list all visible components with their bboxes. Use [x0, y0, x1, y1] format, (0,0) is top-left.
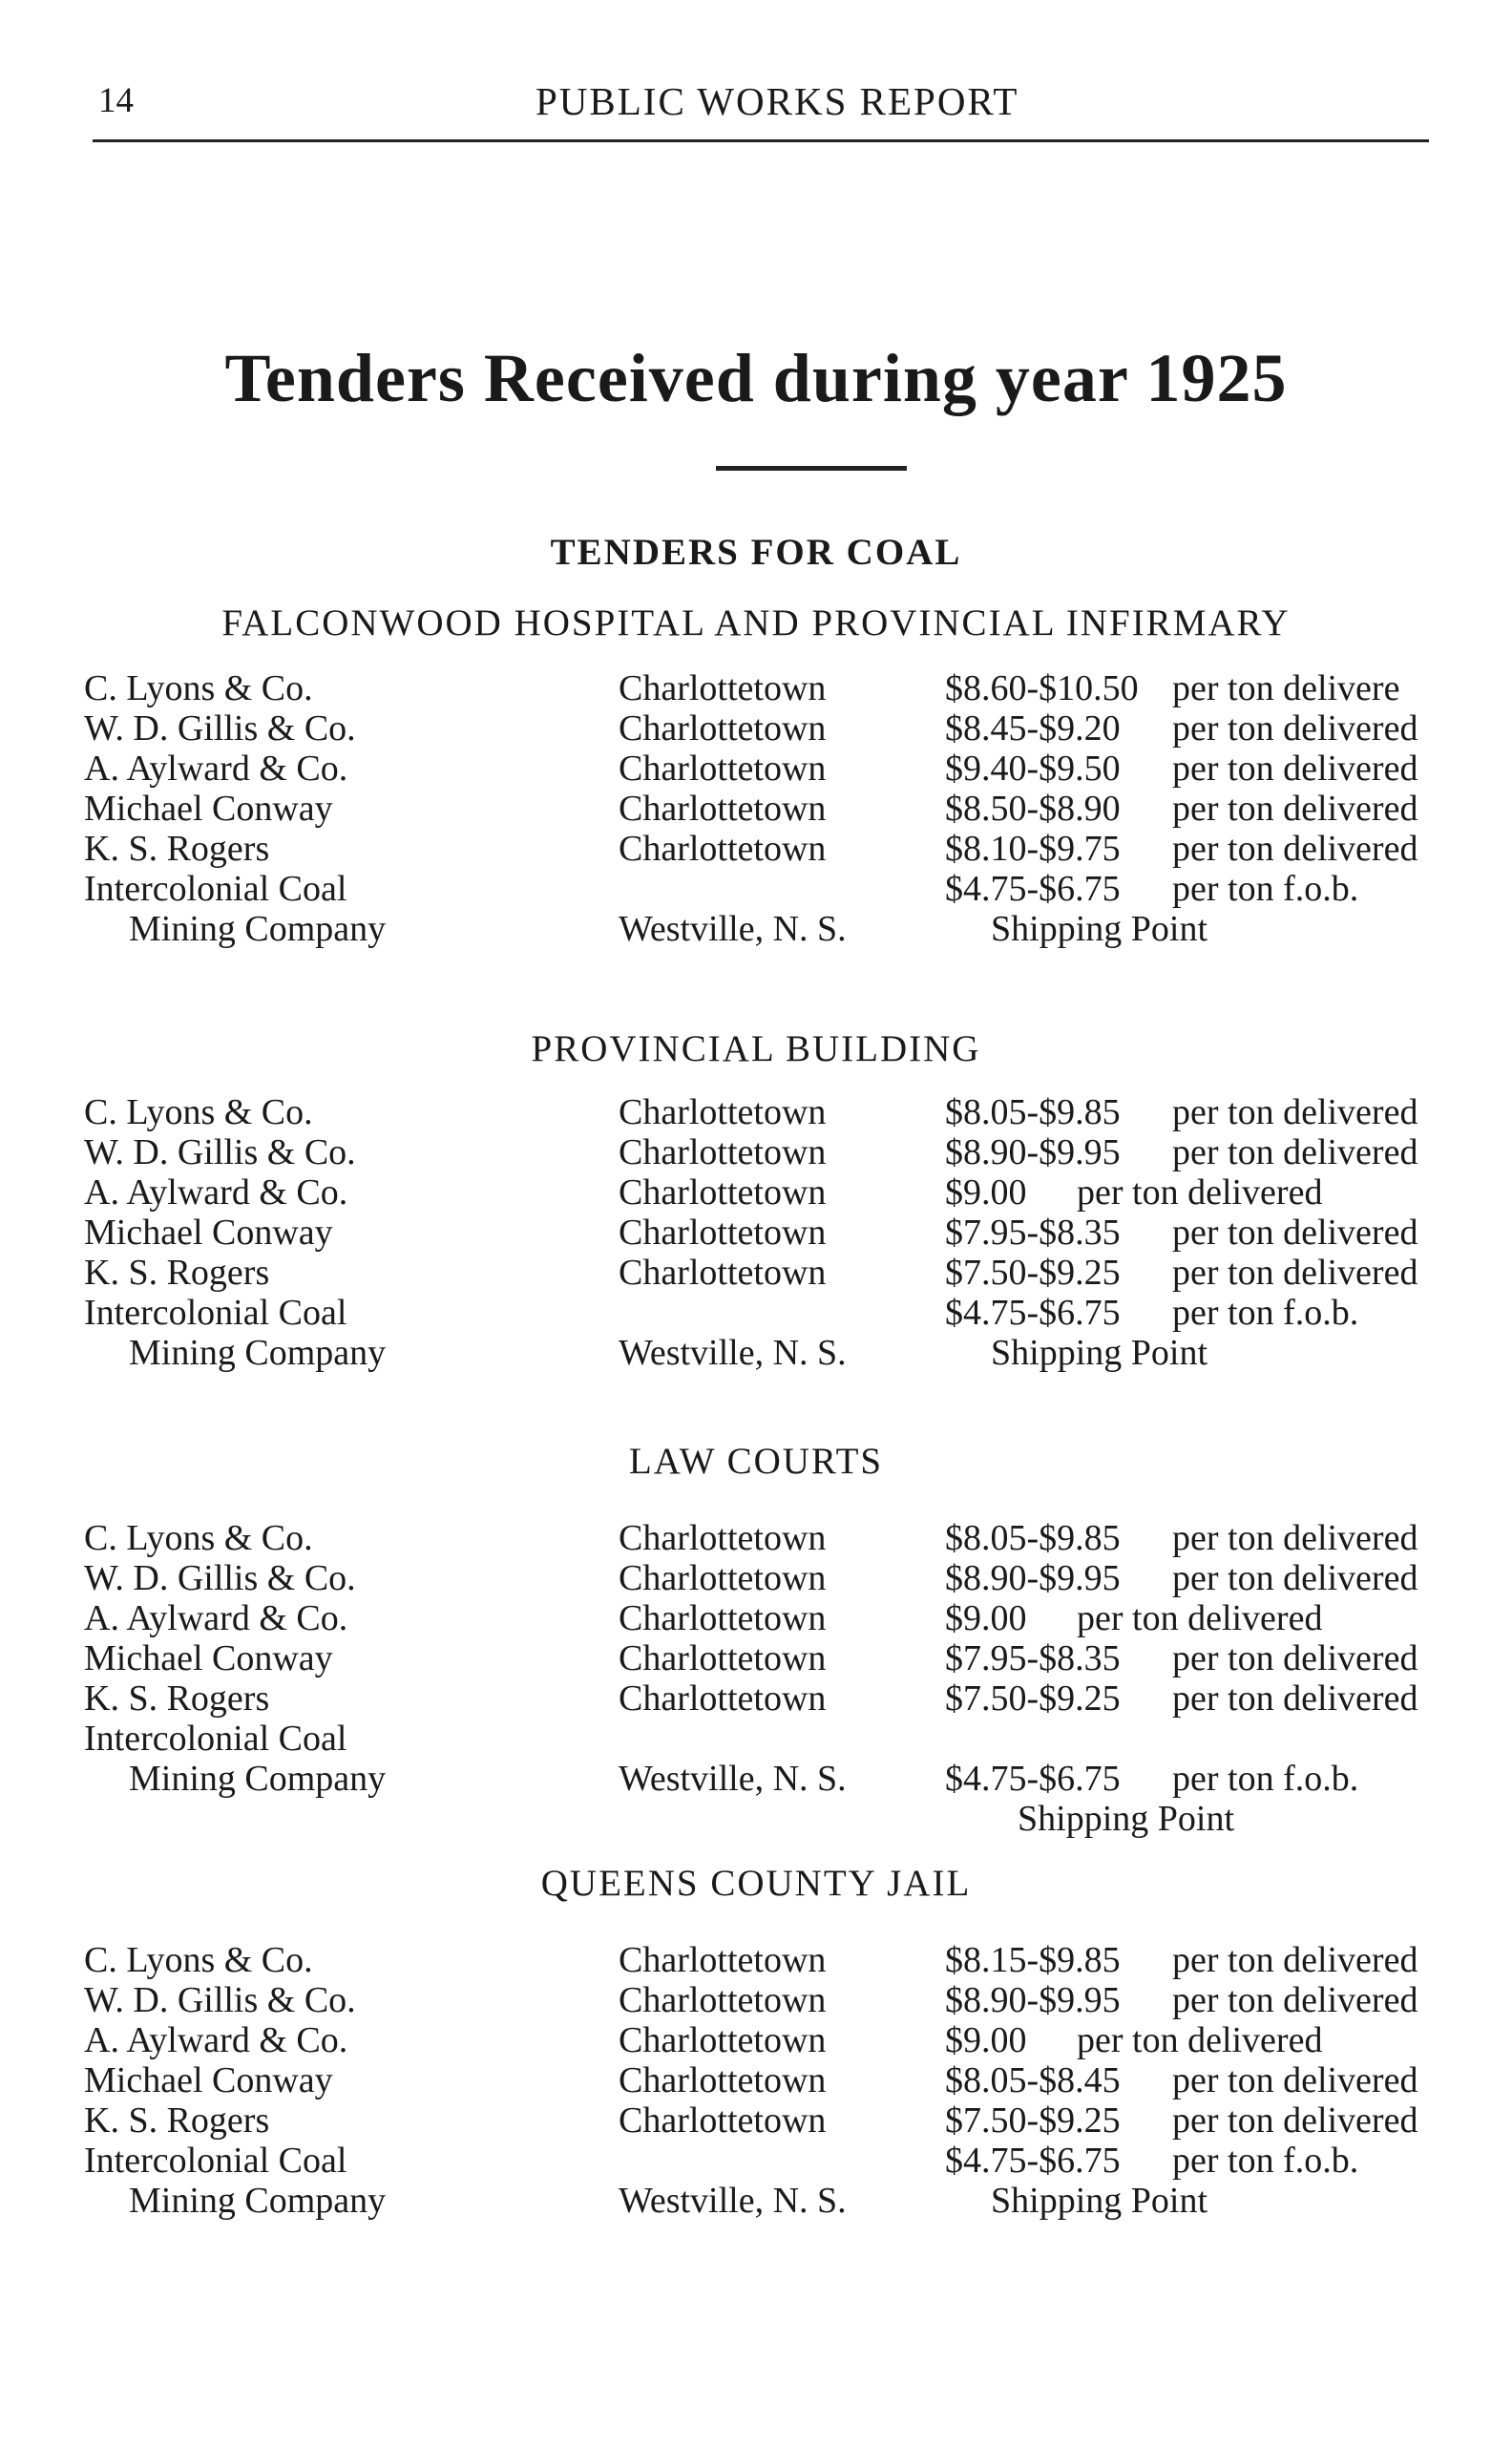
bidder-city: Charlottetown — [619, 2060, 827, 2100]
bid-terms: per ton delivered — [1172, 1518, 1418, 1558]
bidder-name: C. Lyons & Co. — [84, 668, 313, 708]
bid-price: $9.00 — [945, 1172, 1027, 1213]
bid-price: $8.10-$9.75 — [945, 829, 1121, 869]
bidder-city: Charlottetown — [619, 1213, 827, 1253]
title-rule — [716, 466, 907, 471]
bidder-name: C. Lyons & Co. — [84, 1092, 313, 1132]
bidder-name: Mining Company — [129, 2181, 387, 2221]
bid-price: $8.05-$9.85 — [945, 1092, 1121, 1132]
bid-price: $8.05-$9.85 — [945, 1518, 1121, 1558]
bid-terms: per ton delivered — [1172, 789, 1418, 829]
bidder-city: Charlottetown — [619, 2020, 827, 2060]
table-row — [84, 909, 1512, 949]
bidder-city: Westville, N. S. — [619, 1759, 847, 1799]
bid-terms: per ton delivere — [1172, 668, 1400, 708]
bidder-name: A. Aylward & Co. — [84, 1172, 348, 1213]
bidder-name: Intercolonial Coal — [84, 869, 347, 909]
table-row — [84, 1518, 1512, 1558]
bid-terms: Shipping Point — [991, 1333, 1208, 1373]
bidder-name: W. D. Gillis & Co. — [84, 1980, 356, 2020]
bidder-city: Charlottetown — [619, 1980, 827, 2020]
bid-terms: per ton delivered — [1172, 1558, 1418, 1598]
table-row — [84, 1213, 1512, 1253]
bidder-name: K. S. Rogers — [84, 1678, 270, 1719]
table-row — [84, 1940, 1512, 1980]
section-heading-law-courts: LAW COURTS — [628, 1441, 884, 1482]
bid-price: $7.50-$9.25 — [945, 1678, 1121, 1719]
bid-price: $8.90-$9.95 — [945, 1980, 1121, 2020]
bidder-city: Charlottetown — [619, 1638, 827, 1678]
table-row — [84, 1558, 1512, 1598]
table-row — [84, 829, 1512, 869]
bidder-name: A. Aylward & Co. — [84, 1598, 348, 1638]
bid-price: $8.90-$9.95 — [945, 1132, 1121, 1172]
bid-terms: per ton delivered — [1172, 1678, 1418, 1719]
table-row — [84, 668, 1512, 708]
bid-price: $9.40-$9.50 — [945, 749, 1121, 789]
bid-terms: per ton delivered — [1172, 708, 1418, 749]
table-row — [84, 789, 1512, 829]
bidder-name: Michael Conway — [84, 1213, 333, 1253]
bidder-name: K. S. Rogers — [84, 1253, 270, 1293]
table-row — [84, 749, 1512, 789]
table-row — [84, 1253, 1512, 1293]
bidder-city: Charlottetown — [619, 2100, 827, 2141]
bid-terms: per ton f.o.b. — [1172, 2141, 1359, 2181]
bid-price: $7.50-$9.25 — [945, 1253, 1121, 1293]
table-row — [84, 1172, 1512, 1213]
bidder-city: Charlottetown — [619, 708, 827, 749]
bid-terms: per ton delivered — [1077, 1598, 1323, 1638]
bid-terms: per ton delivered — [1172, 1638, 1418, 1678]
section-heading-falconwood: FALCONWOOD HOSPITAL AND PROVINCIAL INFIRMARY — [221, 602, 1291, 644]
bid-terms: per ton delivered — [1172, 1132, 1418, 1172]
bid-price: $8.05-$8.45 — [945, 2060, 1121, 2100]
bid-terms: per ton delivered — [1172, 2060, 1418, 2100]
table-row — [84, 1092, 1512, 1132]
tender-table-falconwood — [84, 668, 1512, 949]
bidder-name: K. S. Rogers — [84, 2100, 270, 2141]
page-title: Tenders Received during year 1925 — [224, 340, 1288, 416]
bid-price: $4.75-$6.75 — [945, 2141, 1121, 2181]
bid-price: $8.50-$8.90 — [945, 789, 1121, 829]
table-row — [84, 1719, 1512, 1759]
table-row — [84, 2060, 1512, 2100]
bidder-city: Charlottetown — [619, 1132, 827, 1172]
bidder-name: Intercolonial Coal — [84, 1719, 347, 1759]
table-row — [84, 2141, 1512, 2181]
bidder-name: A. Aylward & Co. — [84, 749, 348, 789]
table-row — [84, 1132, 1512, 1172]
table-row — [84, 869, 1512, 909]
bidder-name: Mining Company — [129, 909, 387, 949]
bid-price: $7.95-$8.35 — [945, 1213, 1121, 1253]
bid-terms: per ton delivered — [1172, 1980, 1418, 2020]
page-number: 14 — [98, 81, 134, 120]
tender-table-provincial-building — [84, 1092, 1512, 1373]
bidder-name: W. D. Gillis & Co. — [84, 708, 356, 749]
bid-terms: per ton delivered — [1172, 749, 1418, 789]
bidder-city: Charlottetown — [619, 829, 827, 869]
section-heading-queens-county-jail: QUEENS COUNTY JAIL — [540, 1863, 972, 1904]
bidder-city: Charlottetown — [619, 1172, 827, 1213]
bidder-name: Mining Company — [129, 1333, 387, 1373]
table-row — [84, 1759, 1512, 1799]
running-title: PUBLIC WORKS REPORT — [536, 79, 1019, 123]
bidder-name: Michael Conway — [84, 789, 333, 829]
bid-price: $4.75-$6.75 — [945, 1293, 1121, 1333]
bidder-city: Charlottetown — [619, 1558, 827, 1598]
table-row — [84, 2020, 1512, 2060]
table-row — [84, 1678, 1512, 1719]
table-row — [84, 1598, 1512, 1638]
bidder-name: Michael Conway — [84, 2060, 333, 2100]
bid-terms: Shipping Point — [1018, 1799, 1234, 1839]
bid-price: $9.00 — [945, 2020, 1027, 2060]
bidder-city: Charlottetown — [619, 1940, 827, 1980]
bidder-name: C. Lyons & Co. — [84, 1940, 313, 1980]
bid-terms: per ton delivered — [1172, 1940, 1418, 1980]
table-row — [84, 2100, 1512, 2141]
bid-terms: per ton f.o.b. — [1172, 1759, 1359, 1799]
table-row — [84, 1980, 1512, 2020]
bidder-city: Charlottetown — [619, 1518, 827, 1558]
table-row — [84, 2181, 1512, 2221]
bidder-name: Michael Conway — [84, 1638, 333, 1678]
bid-price: $8.90-$9.95 — [945, 1558, 1121, 1598]
bid-terms: per ton delivered — [1077, 2020, 1323, 2060]
section-heading-provincial-building: PROVINCIAL BUILDING — [531, 1028, 981, 1069]
table-row — [84, 1333, 1512, 1373]
table-row — [84, 708, 1512, 749]
bidder-city: Westville, N. S. — [619, 2181, 847, 2221]
bidder-name: Mining Company — [129, 1759, 387, 1799]
bidder-city: Charlottetown — [619, 1598, 827, 1638]
bid-price: $8.45-$9.20 — [945, 708, 1121, 749]
bid-price: $8.15-$9.85 — [945, 1940, 1121, 1980]
bidder-city: Charlottetown — [619, 1092, 827, 1132]
bid-terms: per ton delivered — [1077, 1172, 1323, 1213]
bidder-city: Westville, N. S. — [619, 1333, 847, 1373]
bidder-city: Westville, N. S. — [619, 909, 847, 949]
bidder-city: Charlottetown — [619, 749, 827, 789]
bid-price: $7.95-$8.35 — [945, 1638, 1121, 1678]
tender-table-queens-county-jail — [84, 1940, 1512, 2221]
page-header — [93, 73, 1429, 139]
bid-terms: Shipping Point — [991, 909, 1208, 949]
bid-price: $7.50-$9.25 — [945, 2100, 1121, 2141]
bidder-name: W. D. Gillis & Co. — [84, 1132, 356, 1172]
header-rule — [93, 139, 1429, 142]
bidder-name: Intercolonial Coal — [84, 1293, 347, 1333]
bid-terms: per ton f.o.b. — [1172, 1293, 1359, 1333]
bidder-city: Charlottetown — [619, 1678, 827, 1719]
bid-terms: Shipping Point — [991, 2181, 1208, 2221]
bid-price: $9.00 — [945, 1598, 1027, 1638]
bid-terms: per ton delivered — [1172, 2100, 1418, 2141]
bidder-name: C. Lyons & Co. — [84, 1518, 313, 1558]
bidder-name: K. S. Rogers — [84, 829, 270, 869]
bidder-name: A. Aylward & Co. — [84, 2020, 348, 2060]
bidder-city: Charlottetown — [619, 1253, 827, 1293]
bidder-city: Charlottetown — [619, 668, 827, 708]
bid-terms: per ton delivered — [1172, 1213, 1418, 1253]
table-row — [84, 1293, 1512, 1333]
bid-price: $8.60-$10.50 — [945, 668, 1139, 708]
bid-price: $4.75-$6.75 — [945, 869, 1121, 909]
table-row — [84, 1638, 1512, 1678]
bidder-name: Intercolonial Coal — [84, 2141, 347, 2181]
section-subtitle: TENDERS FOR COAL — [550, 532, 962, 573]
bidder-name: W. D. Gillis & Co. — [84, 1558, 356, 1598]
bid-terms: per ton f.o.b. — [1172, 869, 1359, 909]
bidder-city: Charlottetown — [619, 789, 827, 829]
tender-table-law-courts — [84, 1518, 1512, 1839]
table-row — [84, 1799, 1512, 1839]
bid-terms: per ton delivered — [1172, 829, 1418, 869]
bid-terms: per ton delivered — [1172, 1092, 1418, 1132]
bid-terms: per ton delivered — [1172, 1253, 1418, 1293]
bid-price: $4.75-$6.75 — [945, 1759, 1121, 1799]
